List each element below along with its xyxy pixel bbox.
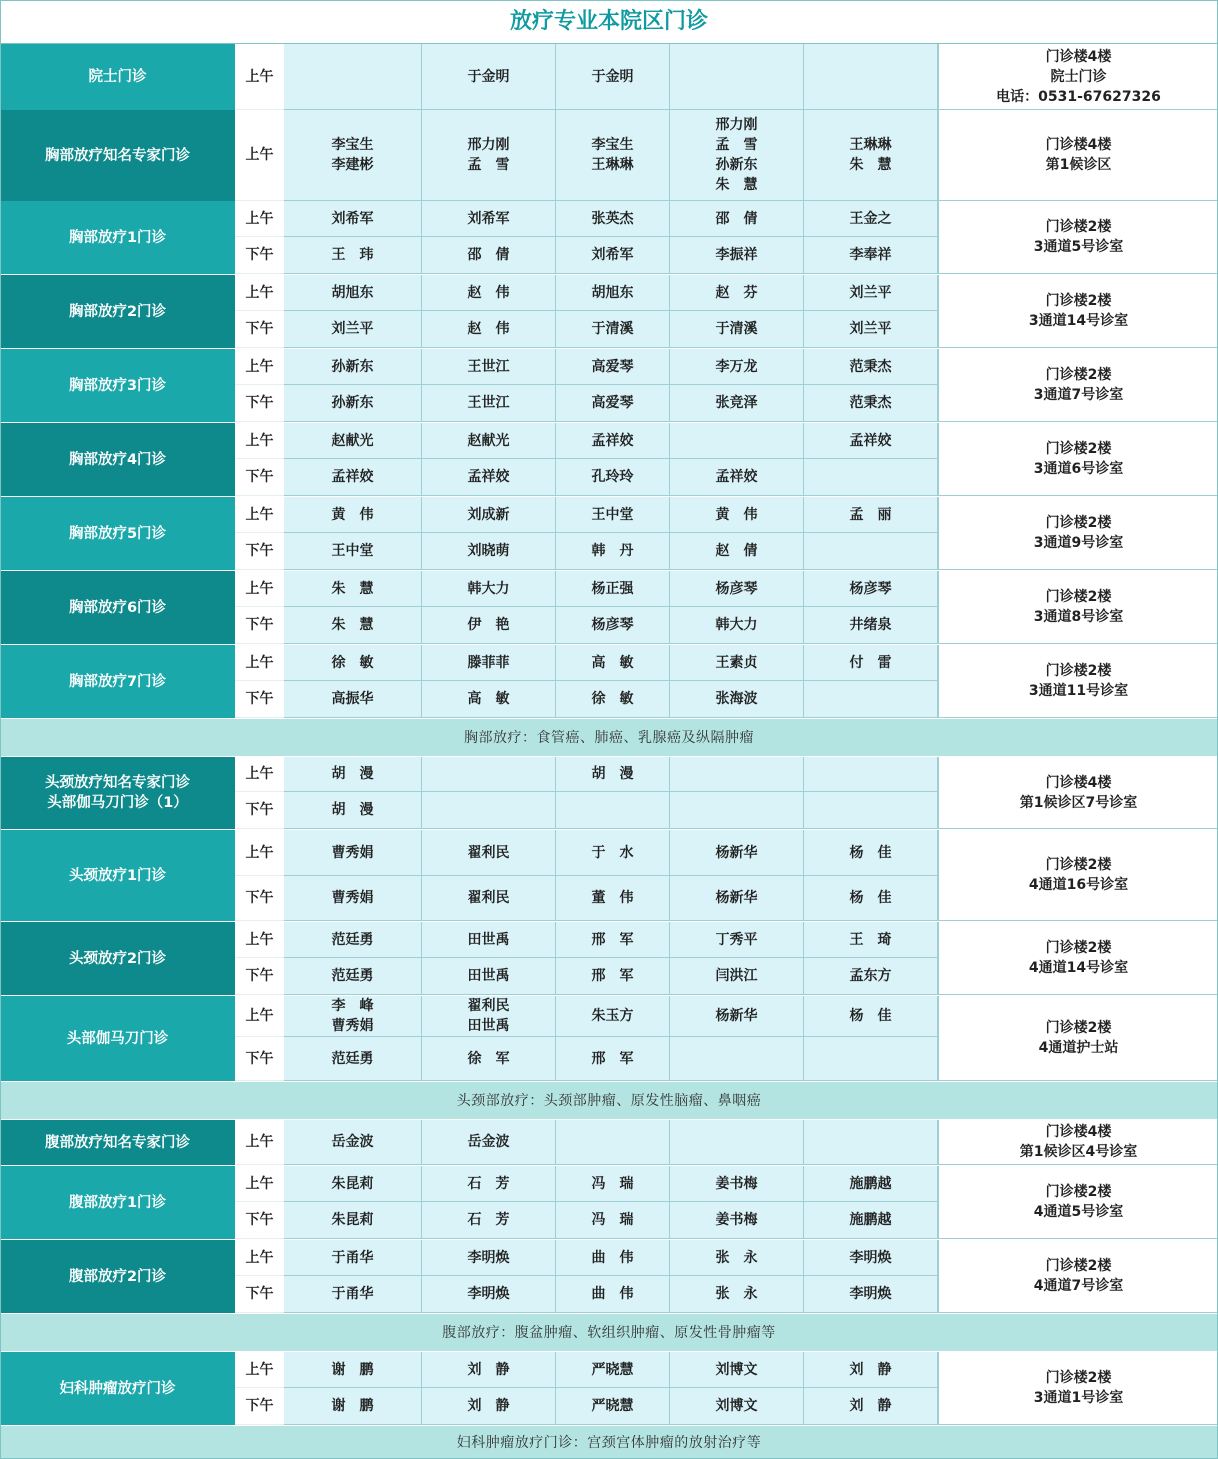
doctor-cell: 冯 瑞 <box>556 1166 670 1202</box>
doctor-cell <box>804 681 938 718</box>
clinic-name: 头部伽马刀门诊 <box>0 996 235 1081</box>
doctor-cell: 于甬华 <box>284 1240 422 1276</box>
session-label: 下午 <box>235 385 284 422</box>
doctor-cell: 邢力刚 孟 雪 孙新东 朱 慧 <box>670 110 804 201</box>
clinic-name: 头颈放疗知名专家门诊 头部伽马刀门诊（1） <box>0 757 235 829</box>
doctor-cell: 李明焕 <box>804 1276 938 1313</box>
doctor-cell: 孟东方 <box>804 958 938 995</box>
doctor-cell: 刘 静 <box>804 1352 938 1388</box>
doctor-cell: 朱 慧 <box>284 571 422 607</box>
doctor-cell: 石 芳 <box>422 1202 556 1239</box>
doctor-cell: 胡 漫 <box>284 792 422 829</box>
doctor-cell: 严晓慧 <box>556 1388 670 1425</box>
doctor-cell: 石 芳 <box>422 1166 556 1202</box>
session-label: 上午 <box>235 423 284 459</box>
doctor-cell: 董 伟 <box>556 876 670 921</box>
doctor-cell: 邢 军 <box>556 1037 670 1081</box>
doctor-cell <box>804 1037 938 1081</box>
section-note: 妇科肿瘤放疗门诊：宫颈宫体肿瘤的放射治疗等 <box>0 1426 1218 1459</box>
clinic-name: 头颈放疗1门诊 <box>0 830 235 921</box>
doctor-cell: 翟利民 <box>422 876 556 921</box>
doctor-cell: 刘 静 <box>422 1352 556 1388</box>
doctor-cell: 杨新华 <box>670 876 804 921</box>
doctor-cell: 孟祥姣 <box>670 459 804 496</box>
doctor-cell: 李宝生 王琳琳 <box>556 110 670 201</box>
session-label: 下午 <box>235 958 284 995</box>
doctor-cell: 曹秀娟 <box>284 830 422 876</box>
doctor-cell: 闫洪江 <box>670 958 804 995</box>
clinic-location: 门诊楼2楼 3通道5号诊室 <box>938 201 1218 274</box>
doctor-cell: 杨 佳 <box>804 996 938 1037</box>
doctor-cell: 张竞泽 <box>670 385 804 422</box>
doctor-cell: 李振祥 <box>670 237 804 274</box>
doctor-cell: 刘 静 <box>422 1388 556 1425</box>
clinic-name: 胸部放疗4门诊 <box>0 423 235 496</box>
clinic-location: 门诊楼4楼 院士门诊 电话：0531-67627326 <box>938 44 1218 110</box>
doctor-cell: 杨彦琴 <box>556 607 670 644</box>
doctor-cell: 李万龙 <box>670 349 804 385</box>
clinic-location: 门诊楼2楼 4通道14号诊室 <box>938 922 1218 995</box>
doctor-cell: 王世江 <box>422 385 556 422</box>
doctor-cell: 赵 倩 <box>670 533 804 570</box>
doctor-cell: 孟祥姣 <box>284 459 422 496</box>
doctor-cell: 王 玮 <box>284 237 422 274</box>
clinic-name: 院士门诊 <box>0 44 235 110</box>
session-label: 下午 <box>235 459 284 496</box>
clinic-location: 门诊楼2楼 3通道7号诊室 <box>938 349 1218 422</box>
doctor-cell: 范廷勇 <box>284 922 422 958</box>
doctor-cell: 高爱琴 <box>556 385 670 422</box>
doctor-cell: 邢 军 <box>556 922 670 958</box>
doctor-cell: 邵 倩 <box>670 201 804 237</box>
session-label: 下午 <box>235 792 284 829</box>
doctor-cell: 王素贞 <box>670 645 804 681</box>
clinic-name: 胸部放疗3门诊 <box>0 349 235 422</box>
session-label: 上午 <box>235 645 284 681</box>
session-label: 下午 <box>235 607 284 644</box>
doctor-cell: 胡 漫 <box>284 757 422 792</box>
doctor-cell: 高 敏 <box>422 681 556 718</box>
doctor-cell: 范秉杰 <box>804 385 938 422</box>
session-label: 下午 <box>235 1037 284 1081</box>
doctor-cell: 王 琦 <box>804 922 938 958</box>
doctor-cell: 刘希军 <box>284 201 422 237</box>
doctor-cell: 韩 丹 <box>556 533 670 570</box>
clinic-name: 胸部放疗知名专家门诊 <box>0 110 235 201</box>
clinic-location: 门诊楼2楼 3通道9号诊室 <box>938 497 1218 570</box>
doctor-cell <box>804 1120 938 1165</box>
doctor-cell: 付 雷 <box>804 645 938 681</box>
doctor-cell: 于甬华 <box>284 1276 422 1313</box>
doctor-cell: 杨 佳 <box>804 876 938 921</box>
doctor-cell: 于金明 <box>556 44 670 110</box>
doctor-cell <box>284 44 422 110</box>
section-note: 头颈部放疗：头颈部肿瘤、原发性脑瘤、鼻咽癌 <box>0 1082 1218 1119</box>
clinic-location: 门诊楼2楼 3通道1号诊室 <box>938 1352 1218 1425</box>
session-label: 上午 <box>235 1352 284 1388</box>
doctor-cell: 翟利民 <box>422 830 556 876</box>
doctor-cell: 孙新东 <box>284 385 422 422</box>
doctor-cell: 孟 丽 <box>804 497 938 533</box>
doctor-cell <box>804 44 938 110</box>
doctor-cell <box>670 792 804 829</box>
doctor-cell: 孟祥姣 <box>422 459 556 496</box>
clinic-location: 门诊楼2楼 4通道7号诊室 <box>938 1240 1218 1313</box>
doctor-cell: 刘晓萌 <box>422 533 556 570</box>
doctor-cell: 王中堂 <box>556 497 670 533</box>
doctor-cell: 杨新华 <box>670 830 804 876</box>
section-note: 腹部放疗：腹盆肿瘤、软组织肿瘤、原发性骨肿瘤等 <box>0 1314 1218 1351</box>
session-label: 下午 <box>235 237 284 274</box>
doctor-cell: 岳金波 <box>284 1120 422 1165</box>
doctor-cell: 范秉杰 <box>804 349 938 385</box>
doctor-cell: 范廷勇 <box>284 1037 422 1081</box>
doctor-cell: 胡 漫 <box>556 757 670 792</box>
doctor-cell <box>804 792 938 829</box>
doctor-cell: 曹秀娟 <box>284 876 422 921</box>
doctor-cell: 邢 军 <box>556 958 670 995</box>
clinic-location: 门诊楼2楼 4通道5号诊室 <box>938 1166 1218 1239</box>
doctor-cell: 黄 伟 <box>670 497 804 533</box>
doctor-cell: 李明焕 <box>804 1240 938 1276</box>
session-label: 下午 <box>235 681 284 718</box>
doctor-cell: 施鹏越 <box>804 1166 938 1202</box>
session-label: 上午 <box>235 830 284 876</box>
doctor-cell: 朱玉方 <box>556 996 670 1037</box>
clinic-location: 门诊楼4楼 第1候诊区 <box>938 110 1218 201</box>
doctor-cell: 刘兰平 <box>804 275 938 311</box>
doctor-cell: 杨 佳 <box>804 830 938 876</box>
session-label: 下午 <box>235 533 284 570</box>
clinic-name: 头颈放疗2门诊 <box>0 922 235 995</box>
clinic-name: 胸部放疗5门诊 <box>0 497 235 570</box>
session-label: 上午 <box>235 996 284 1037</box>
doctor-cell <box>670 1037 804 1081</box>
doctor-cell: 高 敏 <box>556 645 670 681</box>
doctor-cell: 徐 敏 <box>284 645 422 681</box>
doctor-cell: 孔玲玲 <box>556 459 670 496</box>
doctor-cell <box>556 792 670 829</box>
doctor-cell: 杨彦琴 <box>670 571 804 607</box>
doctor-cell: 高振华 <box>284 681 422 718</box>
session-label: 上午 <box>235 497 284 533</box>
doctor-cell: 徐 军 <box>422 1037 556 1081</box>
doctor-cell: 朱昆莉 <box>284 1202 422 1239</box>
doctor-cell <box>670 757 804 792</box>
doctor-cell <box>804 533 938 570</box>
session-label: 下午 <box>235 1276 284 1313</box>
doctor-cell: 高爱琴 <box>556 349 670 385</box>
session-label: 下午 <box>235 1388 284 1425</box>
session-label: 下午 <box>235 311 284 348</box>
doctor-cell: 冯 瑞 <box>556 1202 670 1239</box>
doctor-cell: 曲 伟 <box>556 1276 670 1313</box>
doctor-cell: 施鹏越 <box>804 1202 938 1239</box>
doctor-cell: 张 永 <box>670 1276 804 1313</box>
doctor-cell: 刘成新 <box>422 497 556 533</box>
doctor-cell: 王琳琳 朱 慧 <box>804 110 938 201</box>
doctor-cell <box>670 423 804 459</box>
session-label: 上午 <box>235 44 284 110</box>
doctor-cell: 孟祥姣 <box>804 423 938 459</box>
doctor-cell: 刘希军 <box>422 201 556 237</box>
doctor-cell: 赵 芬 <box>670 275 804 311</box>
doctor-cell: 张英杰 <box>556 201 670 237</box>
doctor-cell: 张 永 <box>670 1240 804 1276</box>
doctor-cell: 刘博文 <box>670 1388 804 1425</box>
clinic-name: 胸部放疗6门诊 <box>0 571 235 644</box>
doctor-cell: 田世禹 <box>422 922 556 958</box>
section-note: 胸部放疗：食管癌、肺癌、乳腺癌及纵隔肿瘤 <box>0 719 1218 756</box>
doctor-cell: 刘兰平 <box>284 311 422 348</box>
doctor-cell: 李奉祥 <box>804 237 938 274</box>
clinic-location: 门诊楼2楼 4通道护士站 <box>938 996 1218 1081</box>
doctor-cell: 李明焕 <box>422 1240 556 1276</box>
doctor-cell <box>804 459 938 496</box>
doctor-cell: 胡旭东 <box>284 275 422 311</box>
doctor-cell: 于 水 <box>556 830 670 876</box>
doctor-cell: 胡旭东 <box>556 275 670 311</box>
clinic-name: 腹部放疗2门诊 <box>0 1240 235 1313</box>
doctor-cell: 杨新华 <box>670 996 804 1037</box>
doctor-cell: 赵 伟 <box>422 311 556 348</box>
page-title: 放疗专业本院区门诊 <box>0 0 1218 44</box>
doctor-cell: 翟利民 田世禹 <box>422 996 556 1037</box>
doctor-cell: 严晓慧 <box>556 1352 670 1388</box>
clinic-location: 门诊楼4楼 第1候诊区4号诊室 <box>938 1120 1218 1165</box>
session-label: 上午 <box>235 571 284 607</box>
doctor-cell: 杨正强 <box>556 571 670 607</box>
doctor-cell: 刘博文 <box>670 1352 804 1388</box>
clinic-name: 胸部放疗7门诊 <box>0 645 235 718</box>
doctor-cell <box>556 1120 670 1165</box>
doctor-cell: 于清溪 <box>556 311 670 348</box>
session-label: 上午 <box>235 275 284 311</box>
session-label: 上午 <box>235 349 284 385</box>
doctor-cell: 王中堂 <box>284 533 422 570</box>
doctor-cell: 杨彦琴 <box>804 571 938 607</box>
clinic-location: 门诊楼2楼 3通道11号诊室 <box>938 645 1218 718</box>
clinic-name: 腹部放疗1门诊 <box>0 1166 235 1239</box>
clinic-location: 门诊楼2楼 3通道8号诊室 <box>938 571 1218 644</box>
doctor-cell: 孟祥姣 <box>556 423 670 459</box>
doctor-cell: 赵献光 <box>422 423 556 459</box>
doctor-cell: 刘希军 <box>556 237 670 274</box>
clinic-location: 门诊楼4楼 第1候诊区7号诊室 <box>938 757 1218 829</box>
doctor-cell: 韩大力 <box>422 571 556 607</box>
doctor-cell: 岳金波 <box>422 1120 556 1165</box>
clinic-location: 门诊楼2楼 4通道16号诊室 <box>938 830 1218 921</box>
doctor-cell: 谢 鹏 <box>284 1388 422 1425</box>
session-label: 上午 <box>235 110 284 201</box>
doctor-cell: 井绪泉 <box>804 607 938 644</box>
doctor-cell: 朱 慧 <box>284 607 422 644</box>
doctor-cell: 邢力刚 孟 雪 <box>422 110 556 201</box>
doctor-cell: 朱昆莉 <box>284 1166 422 1202</box>
doctor-cell: 刘兰平 <box>804 311 938 348</box>
doctor-cell: 姜书梅 <box>670 1166 804 1202</box>
doctor-cell: 于金明 <box>422 44 556 110</box>
doctor-cell <box>422 792 556 829</box>
doctor-cell: 于清溪 <box>670 311 804 348</box>
doctor-cell <box>670 1120 804 1165</box>
doctor-cell: 黄 伟 <box>284 497 422 533</box>
session-label: 上午 <box>235 922 284 958</box>
doctor-cell: 孙新东 <box>284 349 422 385</box>
clinic-name: 腹部放疗知名专家门诊 <box>0 1120 235 1165</box>
session-label: 上午 <box>235 1120 284 1165</box>
doctor-cell: 徐 敏 <box>556 681 670 718</box>
doctor-cell: 范廷勇 <box>284 958 422 995</box>
doctor-cell: 张海波 <box>670 681 804 718</box>
doctor-cell: 田世禹 <box>422 958 556 995</box>
clinic-name: 胸部放疗1门诊 <box>0 201 235 274</box>
doctor-cell: 丁秀平 <box>670 922 804 958</box>
session-label: 上午 <box>235 757 284 792</box>
doctor-cell: 滕菲菲 <box>422 645 556 681</box>
doctor-cell: 伊 艳 <box>422 607 556 644</box>
session-label: 下午 <box>235 876 284 921</box>
doctor-cell: 李明焕 <box>422 1276 556 1313</box>
doctor-cell: 刘 静 <box>804 1388 938 1425</box>
session-label: 上午 <box>235 1166 284 1202</box>
doctor-cell: 邵 倩 <box>422 237 556 274</box>
clinic-location: 门诊楼2楼 3通道14号诊室 <box>938 275 1218 348</box>
doctor-cell: 王世江 <box>422 349 556 385</box>
doctor-cell: 李 峰 曹秀娟 <box>284 996 422 1037</box>
clinic-name: 胸部放疗2门诊 <box>0 275 235 348</box>
doctor-cell: 曲 伟 <box>556 1240 670 1276</box>
session-label: 上午 <box>235 201 284 237</box>
clinic-location: 门诊楼2楼 3通道6号诊室 <box>938 423 1218 496</box>
doctor-cell: 李宝生 李建彬 <box>284 110 422 201</box>
doctor-cell <box>804 757 938 792</box>
doctor-cell: 赵 伟 <box>422 275 556 311</box>
doctor-cell: 韩大力 <box>670 607 804 644</box>
doctor-cell: 赵献光 <box>284 423 422 459</box>
clinic-name: 妇科肿瘤放疗门诊 <box>0 1352 235 1425</box>
doctor-cell <box>670 44 804 110</box>
doctor-cell: 谢 鹏 <box>284 1352 422 1388</box>
doctor-cell: 姜书梅 <box>670 1202 804 1239</box>
doctor-cell <box>422 757 556 792</box>
session-label: 上午 <box>235 1240 284 1276</box>
doctor-cell: 王金之 <box>804 201 938 237</box>
session-label: 下午 <box>235 1202 284 1239</box>
